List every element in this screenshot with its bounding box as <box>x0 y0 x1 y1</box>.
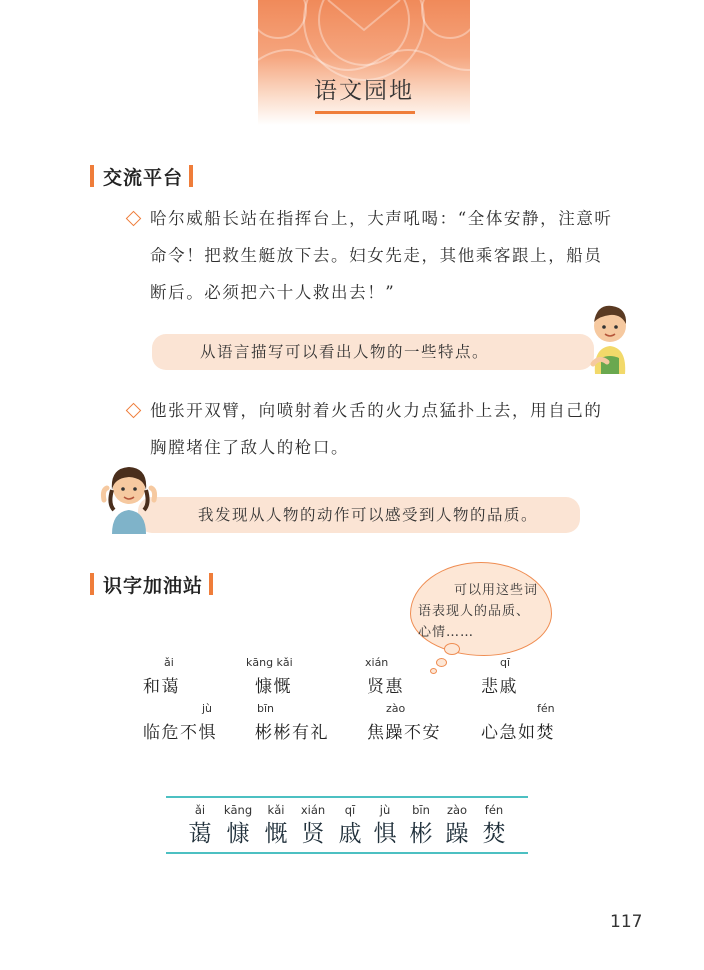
word-item <box>143 656 233 696</box>
section-title: 识字加油站 <box>103 574 204 597</box>
word-text: 贤惠 <box>367 677 404 697</box>
pinyin: kāng kǎi <box>246 656 293 669</box>
pinyin: qī <box>500 656 511 669</box>
char-glyph: 彬 <box>409 821 433 847</box>
thought-dot <box>444 643 460 655</box>
char-pinyin: xián <box>300 803 326 817</box>
heading-bar-right <box>209 573 213 595</box>
word-item <box>246 656 345 697</box>
tip-text: 从语言描写可以看出人物的一些特点。 <box>200 343 490 361</box>
word-item <box>367 702 477 742</box>
word-text: 心急如焚 <box>481 723 555 743</box>
tip-bubble <box>138 497 580 533</box>
heading-bar-left <box>90 573 94 595</box>
char-row-bottom-line <box>166 852 528 854</box>
paragraph-line: 他张开双臂，向喷射着火舌的火力点猛扑上去，用自己的 <box>150 401 603 420</box>
section-heading-literacy <box>90 572 213 596</box>
char-glyph: 戚 <box>338 821 362 847</box>
char-glyph: 慨 <box>264 821 288 847</box>
paragraph-line: 命令！把救生艇放下去。妇女先走，其他乘客跟上，船员 <box>150 246 603 265</box>
pinyin: ǎi <box>164 656 174 669</box>
word-item <box>255 702 365 742</box>
section-title: 交流平台 <box>103 166 184 189</box>
title-underline <box>315 111 415 114</box>
heading-bar-left <box>90 165 94 187</box>
char-pinyin: fén <box>484 803 504 817</box>
char-glyph: 躁 <box>445 821 469 847</box>
char-pinyin: kāng <box>223 803 253 817</box>
pinyin: bīn <box>257 702 275 715</box>
page-title: 语文园地 <box>314 78 414 104</box>
char-pinyin: jù <box>379 803 391 817</box>
heading-bar-right <box>189 165 193 187</box>
pinyin: xián <box>365 656 389 669</box>
bullet-diamond-icon <box>126 403 142 419</box>
char-glyph: 慷 <box>226 821 250 847</box>
char-pinyin: kǎi <box>267 803 285 817</box>
action-paragraph <box>150 392 650 466</box>
pinyin: zào <box>386 702 406 715</box>
word-item <box>367 656 457 696</box>
char-glyph: 惧 <box>373 821 397 847</box>
thought-line: 可以用这些词 <box>454 583 539 598</box>
word-text: 和蔼 <box>143 677 180 697</box>
paragraph-line: 哈尔威船长站在指挥台上，大声吼喝：“全体安静，注意听 <box>150 209 613 228</box>
bullet-diamond-icon <box>126 211 142 227</box>
paragraph-line: 胸膛堵住了敌人的枪口。 <box>150 438 350 457</box>
pinyin: fén <box>537 702 555 715</box>
pinyin: jù <box>202 702 213 715</box>
thought-text <box>418 580 546 643</box>
word-item <box>481 656 571 696</box>
word-text: 彬彬有礼 <box>255 723 329 743</box>
banner-pattern <box>258 0 470 125</box>
tip-text: 我发现从人物的动作可以感受到人物的品质。 <box>198 506 539 524</box>
char-glyph: 贤 <box>301 821 325 847</box>
char-pinyin: ǎi <box>194 803 206 817</box>
word-item <box>481 702 591 742</box>
char-glyph: 蔼 <box>188 821 212 847</box>
tip-bubble <box>152 334 594 370</box>
char-pinyin: zào <box>446 803 468 817</box>
word-item <box>143 702 253 742</box>
section-heading-exchange <box>90 164 193 188</box>
page-number: 117 <box>610 912 643 932</box>
char-pinyin: qī <box>344 803 356 817</box>
char-row-top-line <box>166 796 528 798</box>
thought-line: 心情…… <box>418 625 475 640</box>
word-text: 焦躁不安 <box>367 723 441 743</box>
girl-illustration-icon <box>98 460 160 534</box>
quote-paragraph <box>150 200 650 311</box>
char-pinyin: bīn <box>412 803 430 817</box>
thought-line: 语表现人的品质、 <box>418 604 531 619</box>
char-glyph: 焚 <box>482 821 506 847</box>
header-banner <box>258 0 470 125</box>
boy-illustration-icon <box>585 298 635 374</box>
word-text: 临危不惧 <box>143 723 217 743</box>
word-text: 慷慨 <box>255 677 292 697</box>
word-text: 悲戚 <box>481 677 518 697</box>
paragraph-line: 断后。必须把六十人救出去！” <box>150 283 396 302</box>
